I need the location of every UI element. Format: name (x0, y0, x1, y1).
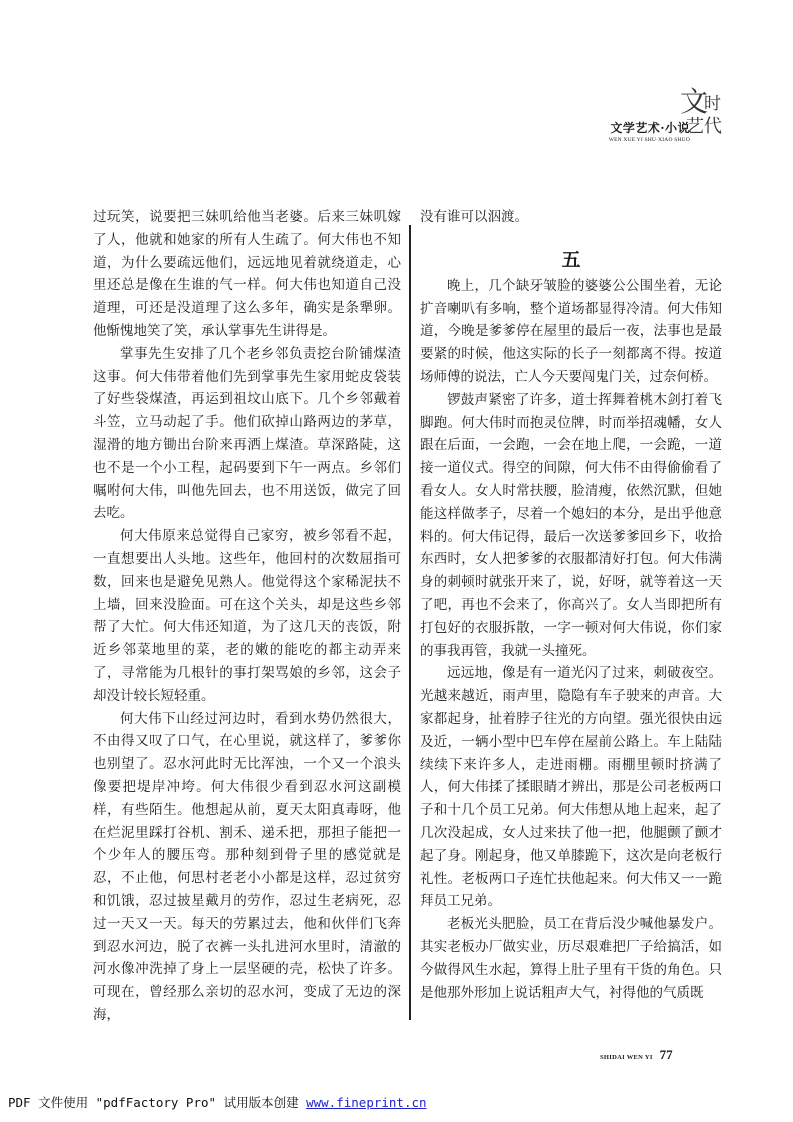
page-number: 77 (659, 1047, 673, 1062)
paragraph: 晚上，几个缺牙皱脸的婆婆公公围坐着，无论扩音喇叭有多响，整个道场都显得冷清。何大伟知道，今晚是爹爹停在屋里的最后一夜，法事也是最要紧的时候，他这实际的长子一刻都离不得。按道场师傅的说法，亡人今天要闯鬼门关，过奈何桥。 (420, 277, 722, 385)
paragraph: 锣鼓声紧密了许多，道士挥舞着桃木剑打着飞脚跑。何大伟时而抱灵位牌，时而举招魂幡，女人跟在后面，一会跑，一会在地上爬，一会跪，一道接一道仪式。得空的间隙，何大伟不由得偷偷看了看女人。女人时常扶腰，脸清瘦，依然沉默，但她能这样做孝子，尽着一个媳妇的本分，是出乎他意料的。何大伟记得，最后一次送爹爹回乡下，收拾东西时，女人把爹爹的衣服都清好打包。何大伟满身的刺顿时就张开来了，说，好呀，就等着这一天了吧，再也不会来了，你高兴了。女人当即把所有打包好的衣服拆散，一字一顿对何大伟说，你们家的事我再管，我就一头撞死。 (420, 391, 722, 659)
section-title-header: 文学艺术·小说 (610, 121, 690, 135)
watermark-text: PDF 文件使用 "pdfFactory Pro" 试用版本创建 (8, 1095, 299, 1110)
pdf-watermark (8, 1093, 427, 1111)
left-text-column (93, 206, 401, 1027)
magazine-logo (680, 85, 728, 144)
logo-char-2: 时 (704, 94, 721, 114)
logo-char-4: 代 (704, 116, 722, 137)
logo-char-3: 艺 (686, 116, 704, 137)
right-text-column (420, 206, 722, 1004)
footer-magazine-name: SHIDAI WEN YI (600, 1054, 653, 1061)
chapter-heading: 五 (561, 248, 581, 271)
page-footer (600, 1046, 673, 1064)
logo-char-1: 文 (680, 85, 709, 118)
watermark-link[interactable]: www.fineprint.cn (306, 1095, 427, 1110)
paragraph: 没有谁可以泅渡。 (420, 209, 528, 225)
paragraph: 老板光头肥脸，员工在背后没少喊他暴发户。其实老板办厂做实业，历尽艰难把厂子给搞活，如今做得风生水起，算得上肚子里有干货的角色。只是他那外形加上说话粗声大气，衬得他的气质既 (420, 916, 722, 1001)
paragraph: 掌事先生安排了几个老乡邻负责挖台阶铺煤渣这事。何大伟带着他们先到掌事先生家用蛇皮袋装了好些袋煤渣，再运到祖坟山底下。几个乡邻戴着斗笠，立马动起了手。他们砍掉山路两边的茅草，湿滑的地方锄出台阶来再洒上煤渣。草深路陡，这也不是一个小工程，起码要到下午一两点。乡邻们嘱咐何大伟，叫他先回去，也不用送饭，做完了回去吃。 (93, 345, 401, 522)
paragraph: 何大伟下山经过河边时，看到水势仍然很大，不由得又叹了口气，在心里说，就这样了，爹爹你也别望了。忍水河此时无比浑浊，一个又一个浪头像要把堤岸冲垮。何大伟很少看到忍水河这副模样，有些陌生。他想起从前，夏天太阳真毒呀，他在烂泥里踩打谷机、割禾、递禾把，那担子能把一个少年人的腰压弯。那种刻到骨子里的感觉就是忍，不止他，何思村老老小小都是这样，忍过贫穷和饥饿，忍过披星戴月的劳作，忍过生老病死，忍过一天又一天。每天的劳累过去，他和伙伴们飞奔到忍水河边，脱了衣裤一头扎进河水里时，清澈的河水像冲洗掉了身上一层坚硬的壳，松快了许多。可现在，曾经那么亲切的忍水河，变成了无边的深海， (93, 710, 401, 1023)
paragraph: 远远地，像是有一道光闪了过来，刺破夜空。光越来越近，雨声里，隐隐有车子驶来的声音。大家都起身，扯着脖子往光的方向望。强光很快由远及近，一辆小型中巴车停在屋前公路上。车上陆陆续续下来许多人，走进雨棚。雨棚里顿时挤满了人，何大伟揉了揉眼睛才辨出，那是公司老板两口子和十几个员工兄弟。何大伟想从地上起来，起了几次没起成，女人过来扶了他一把，他腿颤了颤才起了身。刚起身，他又单膝跪下，这次是向老板行礼性。老板两口子连忙扶他起来。何大伟又一一跪拜员工兄弟。 (420, 665, 722, 910)
paragraph: 过玩笑，说要把三妹叽给他当老婆。后来三妹叽嫁了人，他就和她家的所有人生疏了。何大伟也不知道，为什么要疏远他们，远远地见着就绕道走，心里还总是像在生谁的气一样。何大伟也知道自己没道理，可还是没道理了这么多年，确实是条犟卵。他惭愧地笑了笑，承认掌事先生讲得是。 (93, 209, 401, 339)
paragraph: 何大伟原来总觉得自己家穷，被乡邻看不起，一直想要出人头地。这些年，他回村的次数屈指可数，回来也是避免见熟人。他觉得这个家稀泥扶不上墙，回来没脸面。可在这个关头，却是这些乡邻帮了大忙。何大伟还知道，为了这几天的丧饭，附近乡邻菜地里的菜，老的嫩的能吃的都主动弄来了，寻常能为几根针的事打架骂娘的乡邻，这会子却没计较长短轻重。 (93, 528, 401, 704)
section-subtitle-header: WEN XUE YI SHU·XIAO SHUO (608, 137, 690, 143)
column-divider (409, 225, 411, 1020)
